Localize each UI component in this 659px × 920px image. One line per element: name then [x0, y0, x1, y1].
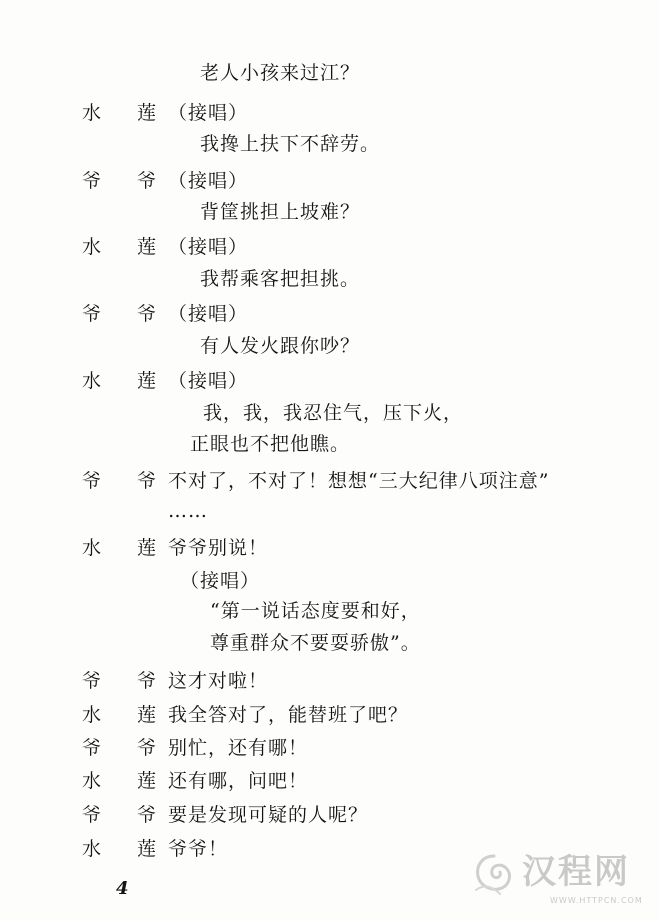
lyric-line	[0, 333, 640, 361]
lyric-line	[0, 266, 640, 294]
speaker-name: 水 莲	[82, 102, 158, 124]
stage-direction: （接唱）	[168, 303, 249, 325]
stage-direction-line	[0, 568, 640, 596]
dialogue-line	[0, 535, 640, 563]
watermark-url: WWW.HTTPCN.COM	[550, 896, 643, 905]
stage-direction: （接唱）	[168, 370, 249, 392]
speaker-name: 爷 爷	[82, 170, 158, 192]
speaker-name: 水 莲	[82, 236, 158, 258]
line-text: 别忙，还有哪！	[168, 737, 309, 759]
ellipsis-line	[0, 498, 640, 526]
speaker-name: 水 莲	[82, 838, 158, 860]
line-text: 要是发现可疑的人呢？	[168, 804, 369, 826]
lyric-line	[0, 199, 640, 227]
speaker-name: 水 莲	[82, 704, 158, 726]
stage-direction: （接唱）	[180, 570, 261, 592]
speaker-name: 水 莲	[82, 370, 158, 392]
lyric-line	[0, 60, 640, 88]
line-text: ……	[168, 500, 208, 522]
line-text: 还有哪，问吧！	[168, 770, 309, 792]
line-text: “第一说话态度要和好，	[210, 600, 421, 622]
line-text: 不对了，不对了！想想“三大纪律八项注意”	[168, 470, 550, 492]
lyric-line	[0, 131, 640, 159]
line-text: 正眼也不把他瞧。	[190, 433, 351, 455]
watermark-name: 汉程网	[522, 852, 630, 892]
page-number: 4	[116, 878, 129, 899]
stage-direction: （接唱）	[168, 102, 249, 124]
line-text: 我帮乘客把担挑。	[200, 268, 361, 290]
line-text: 我搀上扶下不辞劳。	[200, 133, 381, 155]
lyric-line	[0, 598, 640, 626]
dialogue-line	[0, 100, 640, 128]
line-text: 我，我，我忍住气，压下火，	[203, 402, 464, 424]
speaker-name: 爷 爷	[82, 804, 158, 826]
line-text: 背筐挑担上坡难？	[200, 201, 361, 223]
line-text: 爷爷！	[168, 838, 229, 860]
line-text: 有人发火跟你吵？	[200, 335, 361, 357]
line-text: 尊重群众不要耍骄傲”。	[210, 632, 421, 654]
line-text: 爷爷别说！	[168, 537, 269, 559]
watermark-logo	[470, 846, 655, 916]
dialogue-line	[0, 468, 640, 496]
lyric-line	[0, 630, 640, 658]
speaker-name: 水 莲	[82, 770, 158, 792]
line-text: 老人小孩来过江？	[200, 62, 361, 84]
dialogue-line	[0, 234, 640, 262]
speaker-name: 爷 爷	[82, 737, 158, 759]
speaker-name: 爷 爷	[82, 470, 158, 492]
stage-direction: （接唱）	[168, 170, 249, 192]
swirl-icon	[470, 850, 518, 898]
dialogue-line	[0, 168, 640, 196]
dialogue-line	[0, 735, 640, 763]
speaker-name: 爷 爷	[82, 303, 158, 325]
line-text: 我全答对了，能替班了吧？	[168, 704, 409, 726]
dialogue-line	[0, 668, 640, 696]
stage-direction: （接唱）	[168, 236, 249, 258]
dialogue-line	[0, 702, 640, 730]
dialogue-line	[0, 768, 640, 796]
dialogue-line	[0, 802, 640, 830]
line-text: 这才对啦！	[168, 670, 269, 692]
dialogue-line	[0, 368, 640, 396]
lyric-line	[0, 431, 640, 459]
lyric-line	[0, 400, 640, 428]
speaker-name: 爷 爷	[82, 670, 158, 692]
speaker-name: 水 莲	[82, 537, 158, 559]
dialogue-line	[0, 301, 640, 329]
